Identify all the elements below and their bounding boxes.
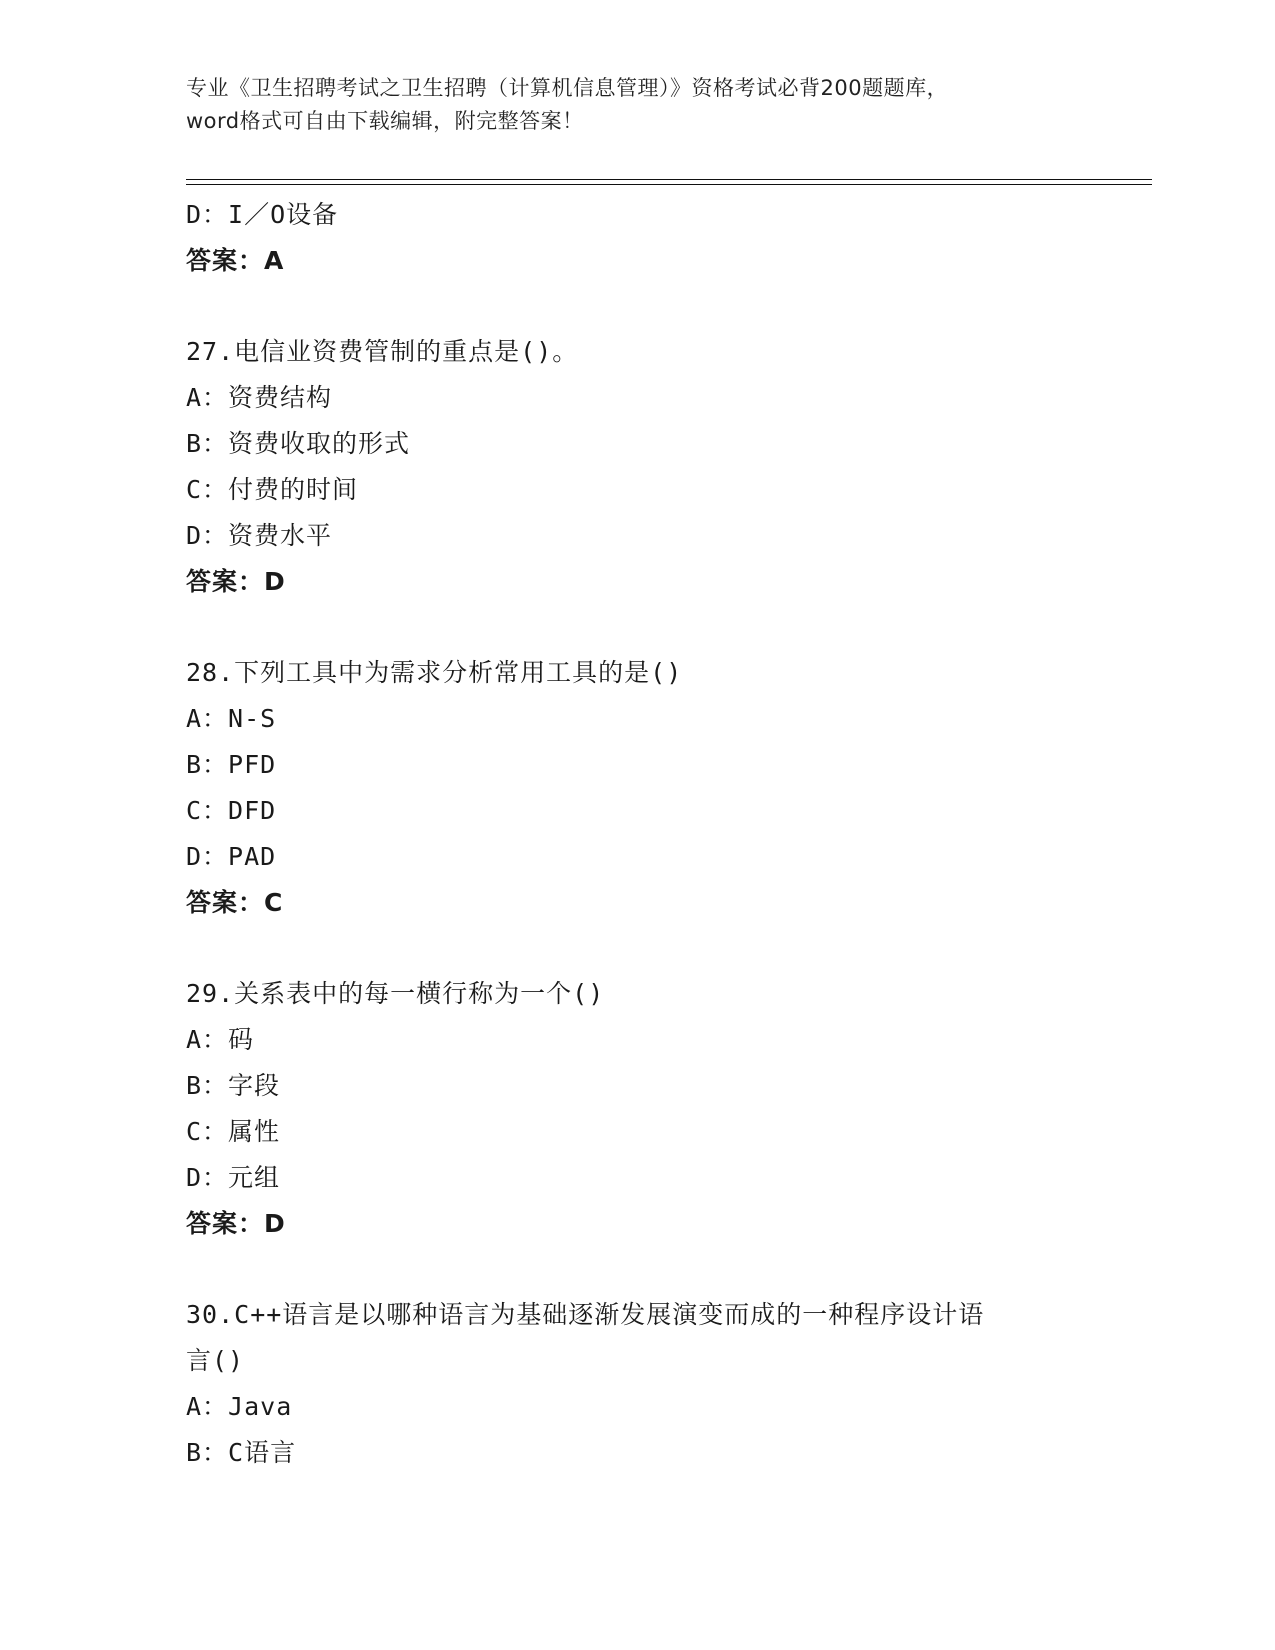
- question-text: 27.电信业资费管制的重点是()。: [186, 337, 579, 366]
- option-a: A：Java: [186, 1392, 293, 1421]
- option-b: B：字段: [186, 1071, 281, 1100]
- option-c: C：属性: [186, 1117, 281, 1146]
- header-title-line-1: 专业《卫生招聘考试之卫生招聘（计算机信息管理）》资格考试必背200题题库，: [186, 76, 949, 100]
- header-rule-bottom: [186, 184, 1152, 185]
- option-c: C：DFD: [186, 796, 277, 825]
- question-text-line-2: 言(): [186, 1346, 245, 1375]
- question-text-line-1: 30.C++语言是以哪种语言为基础逐渐发展演变而成的一种程序设计语: [186, 1300, 985, 1329]
- option-b: B：PFD: [186, 750, 277, 779]
- question-text: 29.关系表中的每一横行称为一个(): [186, 979, 605, 1008]
- question-text: 28.下列工具中为需求分析常用工具的是(): [186, 658, 683, 687]
- option-d: D：I／O设备: [186, 200, 339, 229]
- option-d: D：元组: [186, 1163, 281, 1192]
- document-header: [186, 72, 1086, 138]
- spacer: [186, 284, 1086, 329]
- spacer: [186, 1247, 1086, 1292]
- option-b: B：资费收取的形式: [186, 429, 411, 458]
- option-b: B：C语言: [186, 1438, 297, 1467]
- question-30: [186, 1292, 1086, 1476]
- spacer: [186, 605, 1086, 650]
- answer: 答案：C: [186, 888, 284, 917]
- option-d: D：PAD: [186, 842, 277, 871]
- option-d: D：资费水平: [186, 521, 333, 550]
- header-title-line-2: word格式可自由下载编辑，附完整答案！: [186, 109, 584, 133]
- option-a: A：码: [186, 1025, 255, 1054]
- question-29: [186, 971, 1086, 1247]
- question-list: [186, 192, 1086, 1476]
- answer: 答案：D: [186, 1209, 286, 1238]
- header-rule-top: [186, 179, 1152, 180]
- previous-question-tail: [186, 192, 1086, 284]
- spacer: [186, 926, 1086, 971]
- answer: 答案：A: [186, 246, 285, 275]
- question-27: [186, 329, 1086, 605]
- option-c: C：付费的时间: [186, 475, 359, 504]
- option-a: A：资费结构: [186, 383, 333, 412]
- question-28: [186, 650, 1086, 926]
- answer: 答案：D: [186, 567, 286, 596]
- option-a: A：N-S: [186, 704, 277, 733]
